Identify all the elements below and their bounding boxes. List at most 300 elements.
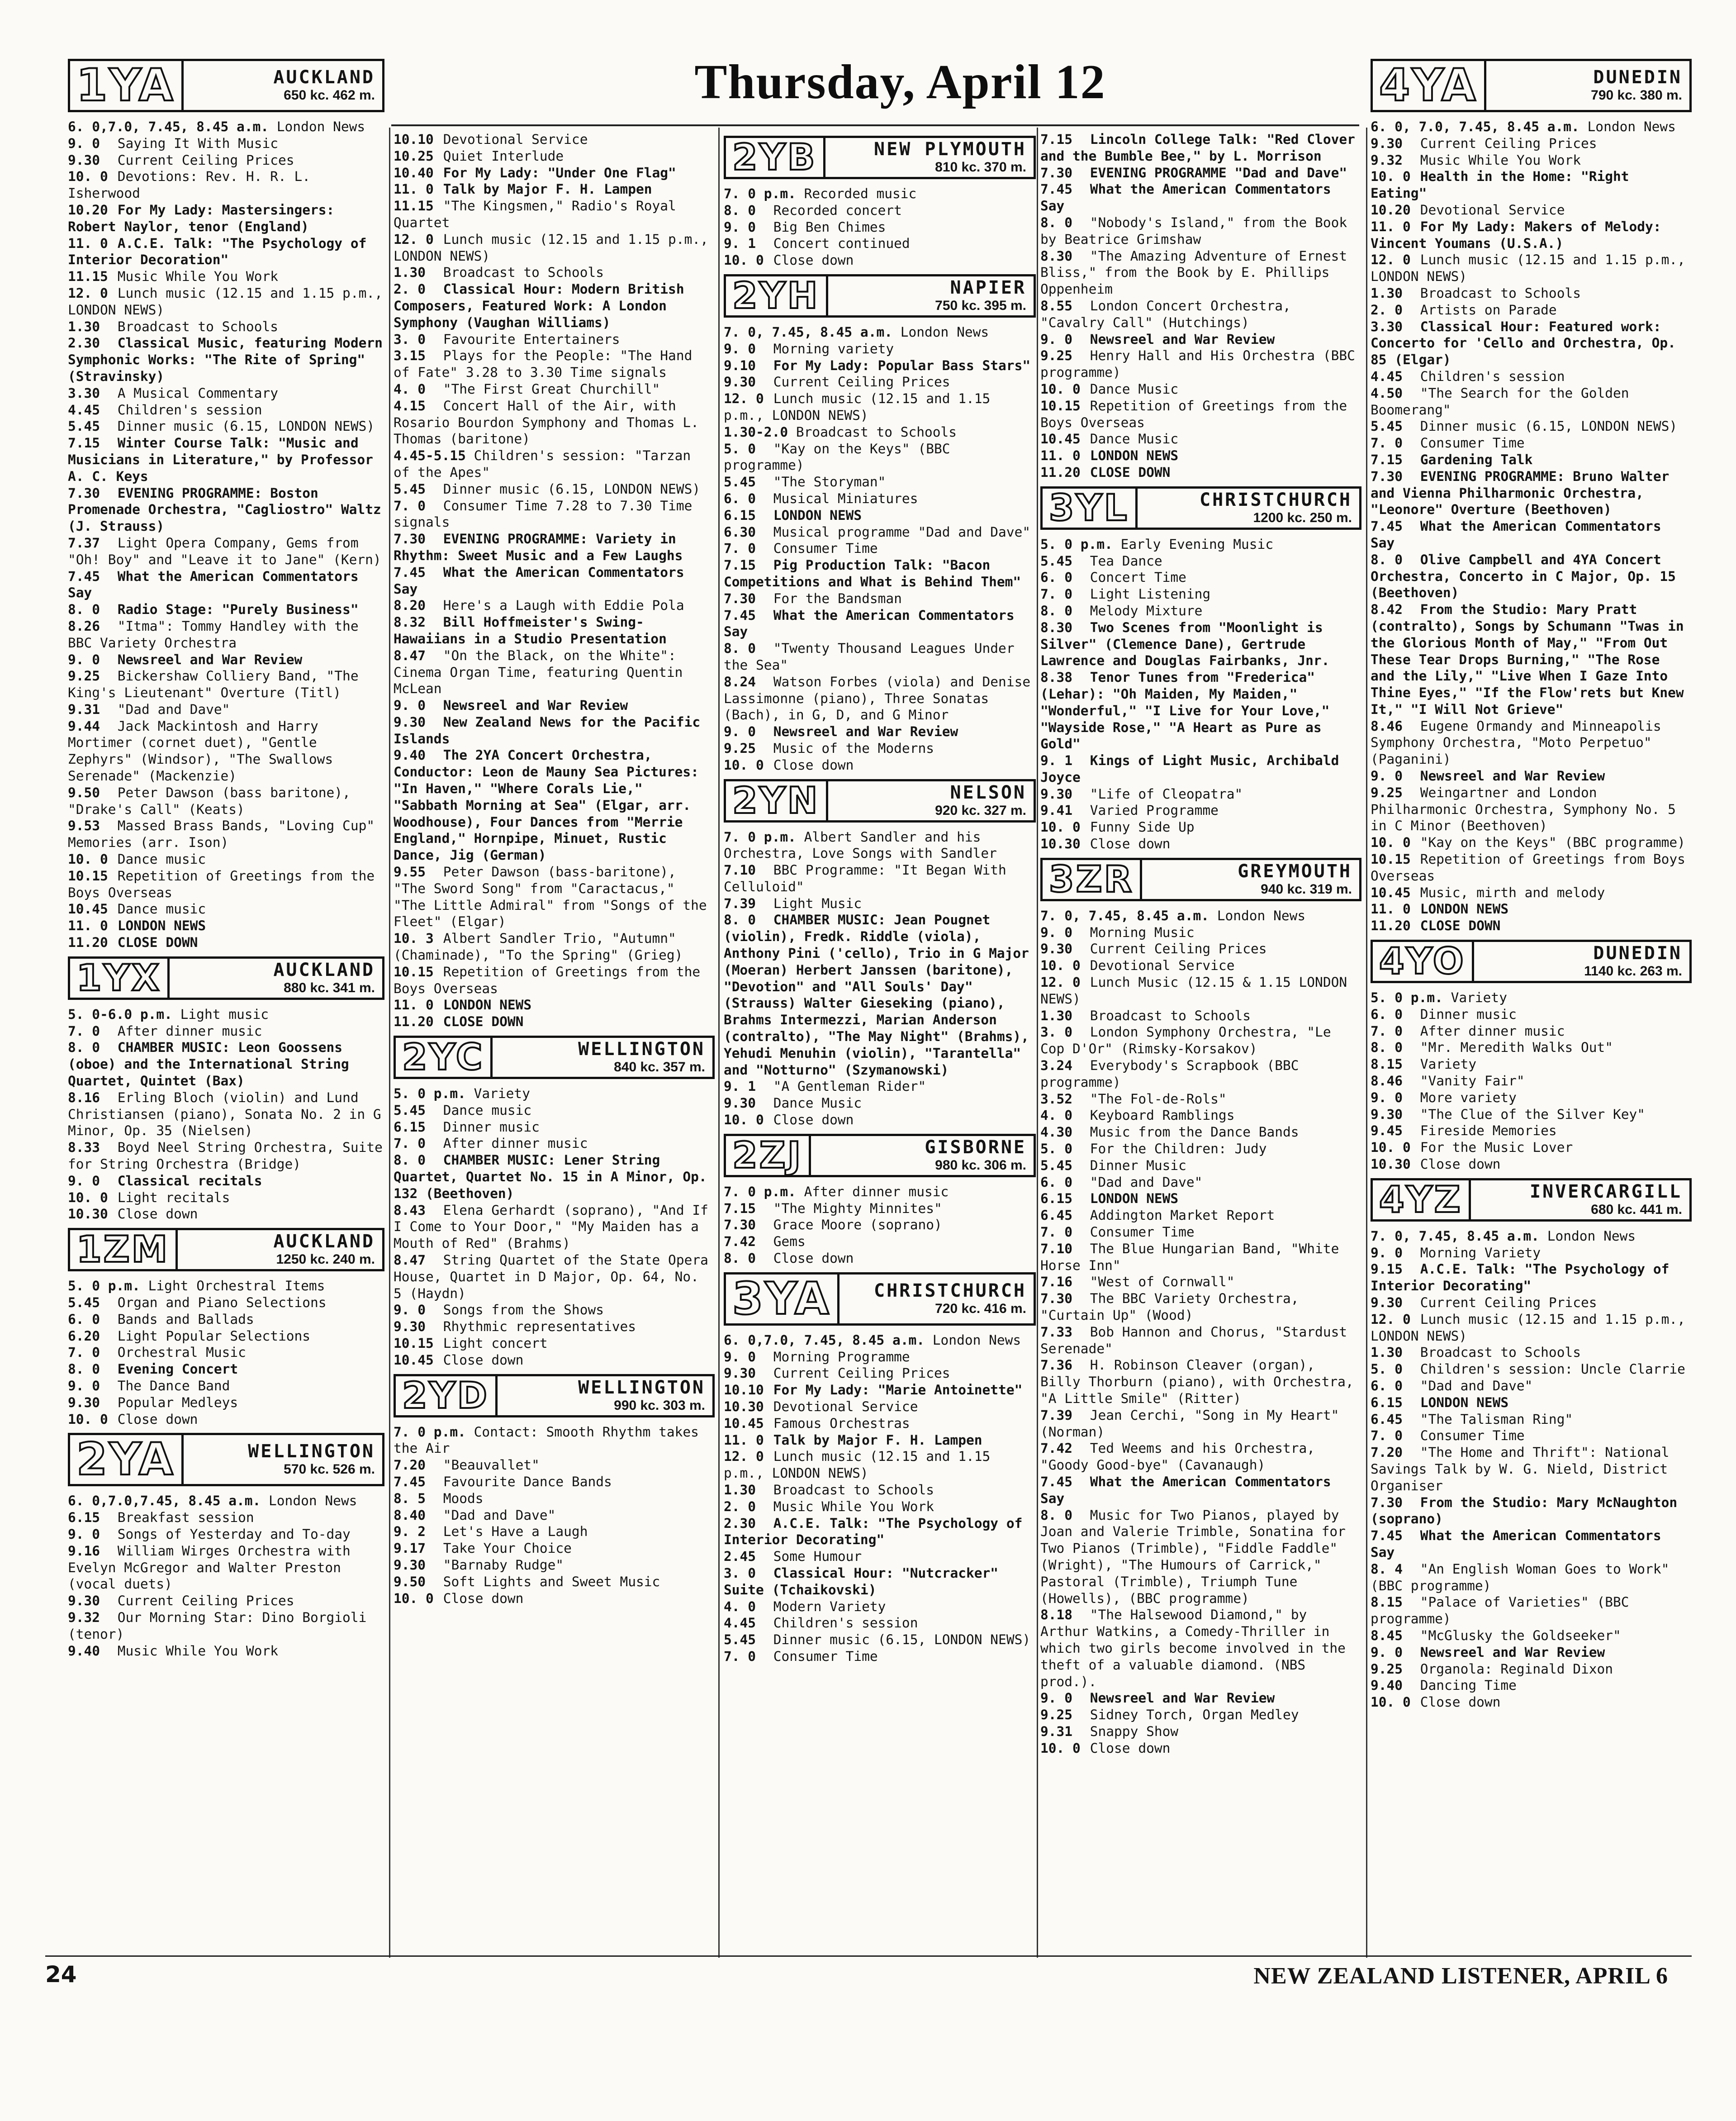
programme-time: 9.30: [724, 1365, 756, 1381]
programme-title: Recorded music: [804, 186, 917, 201]
programme-item: [724, 862, 1036, 895]
programme-time: 10. 0: [68, 1189, 108, 1205]
programme-title: "The Fol-de-Rols": [1090, 1091, 1227, 1107]
station-info: [1486, 61, 1689, 110]
programme-item: [724, 1398, 1036, 1415]
programme-time: 7.20: [394, 1457, 426, 1473]
programme-item: [68, 335, 384, 385]
programme-item: [68, 918, 384, 934]
programme-item: [724, 757, 1036, 774]
programme-item: [1040, 1091, 1361, 1108]
programme-time: 8. 0: [724, 1251, 756, 1266]
programme-title: Take Your Choice: [443, 1541, 572, 1556]
programme-time: 10. 0: [1371, 835, 1411, 851]
programme-item: [394, 1119, 715, 1136]
programme-item: [68, 901, 384, 918]
programme-title: For My Lady: Makers of Melody: Vincent Youmans (U.S.A.): [1371, 219, 1661, 251]
programme-title: For My Lady: Mastersingers: Robert Naylor, tenor (England): [68, 202, 335, 234]
programme-item: [68, 1378, 384, 1394]
programme-item: [394, 531, 715, 564]
programme-title: Current Ceiling Prices: [117, 1593, 294, 1609]
programme-time: 4.15: [394, 398, 426, 414]
programme-item: [1371, 1394, 1692, 1411]
programme-time: 9. 0: [1040, 1690, 1073, 1706]
programme-item: [724, 1332, 1036, 1349]
programme-item: [394, 1457, 715, 1474]
programme-title: For My Lady: Popular Bass Stars": [773, 357, 1031, 373]
programme-time: 10. 0: [1371, 1694, 1411, 1710]
programme-title: Repetition of Greetings from the Boys Overseas: [1040, 398, 1347, 430]
programme-title: Classical recitals: [117, 1173, 262, 1189]
programme-time: 6.15: [68, 1510, 100, 1526]
programme-time: 12. 0: [394, 231, 434, 247]
programme-title: Weingartner and London Philharmonic Orchestra, Symphony No. 5 in C Minor (Beethoven): [1371, 785, 1676, 834]
station-frequency: 750 kc. 395 m.: [935, 298, 1026, 313]
programme-title: Current Ceiling Prices: [773, 1365, 950, 1381]
station-2yh: [724, 274, 1036, 774]
programme-item: [1371, 718, 1692, 768]
programme-item: [68, 1294, 384, 1311]
programme-item: [1040, 836, 1361, 852]
programme-time: 8.43: [394, 1202, 426, 1218]
programme-title: "The Talisman Ring": [1420, 1411, 1573, 1427]
programme-item: [68, 1493, 384, 1509]
programme-item: [1371, 552, 1692, 601]
programme-title: Morning variety: [773, 341, 894, 357]
station-call-sign: 1YX: [70, 959, 170, 998]
programme-item: [724, 1448, 1036, 1482]
programme-title: Our Morning Star: Dino Borgioli (tenor): [68, 1609, 367, 1642]
programme-item: [1040, 603, 1361, 619]
programme-title: Current Ceiling Prices: [117, 152, 294, 168]
programme-title: Watson Forbes (viola) and Denise Lassimonne (piano), Three Sonatas (Bach), in G, D, and G Minor: [724, 674, 1031, 723]
station-city: GISBORNE: [925, 1137, 1026, 1158]
station-frequency: 1140 kc. 263 m.: [1584, 964, 1682, 979]
programme-title: London News: [900, 324, 989, 340]
programme-title: Ted Weems and his Orchestra, "Goody Good-bye" (Cavanaugh): [1040, 1441, 1315, 1473]
station-header: [394, 1374, 715, 1417]
programme-title: Light Popular Selections: [117, 1328, 311, 1344]
programme-title: Albert Sandler Trio, "Autumn" (Chaminade), "To the Spring" (Grieg): [394, 931, 683, 963]
station-call-sign: 3YL: [1043, 489, 1138, 528]
programme-title: Rhythmic representatives: [443, 1319, 636, 1335]
programme-title: Elena Gerhardt (soprano), "And If I Come to Your Door," "My Maiden has a Mouth of Red" (Brahms): [394, 1202, 708, 1251]
programme-item: [724, 1598, 1036, 1615]
station-4yz: [1371, 1178, 1692, 1711]
programme-title: "Itma": Tommy Handley with the BBC Variety Orchestra: [68, 618, 359, 651]
programme-item: [1371, 1311, 1692, 1345]
programme-time: 2.45: [724, 1549, 756, 1565]
programme-item: [1371, 1139, 1692, 1156]
programme-item: [394, 614, 715, 647]
programme-time: 8.16: [68, 1089, 100, 1105]
programme-item: [724, 1415, 1036, 1432]
programme-item: [1371, 1694, 1692, 1711]
programme-time: 9.30: [394, 1319, 426, 1335]
programme-title: Current Ceiling Prices: [1420, 1295, 1597, 1310]
programme-time: 5.45: [394, 481, 426, 497]
station-header: [724, 136, 1036, 179]
programme-time: 7.15: [68, 435, 100, 451]
programme-item: [394, 181, 715, 198]
programme-item: [394, 1352, 715, 1369]
programme-title: Peter Dawson (bass baritone), "Drake's Call" (Keats): [68, 785, 351, 817]
programme-title: "Kay on the Keys" (BBC programme): [724, 441, 950, 473]
programme-item: [1040, 1274, 1361, 1290]
programme-item: [1040, 802, 1361, 819]
programme-time: 9. 0: [724, 341, 756, 357]
station-city: DUNEDIN: [1593, 943, 1682, 964]
programme-time: 6. 0,7.0, 7.45, 8.45 a.m.: [724, 1332, 925, 1348]
programme-time: 7. 0: [394, 498, 426, 514]
station-call-sign: 2YH: [726, 276, 828, 315]
programme-item: [1040, 331, 1361, 348]
programme-item: [68, 1411, 384, 1428]
station-info: [1138, 489, 1359, 528]
programme-title: Songs of Yesterday and To-day: [117, 1526, 351, 1542]
programme-title: What the American Commentators Say: [1040, 1474, 1331, 1506]
programme-time: 7. 0: [1371, 435, 1403, 451]
programme-time: 7. 0 p.m.: [724, 1184, 796, 1199]
programme-time: 10.40: [394, 165, 434, 181]
programme-title: A.C.E. Talk: "The Psychology of Interior Decoration": [68, 235, 367, 268]
programme-time: 8. 5: [394, 1490, 426, 1506]
programme-time: 9. 0: [394, 698, 426, 713]
station-call-sign: 2YC: [396, 1038, 493, 1077]
programme-time: 8.40: [394, 1507, 426, 1523]
programme-list: [1371, 1228, 1692, 1711]
programme-item: [1371, 1527, 1692, 1561]
programme-title: Big Ben Chimes: [773, 219, 886, 235]
programme-title: H. Robinson Cleaver (organ), Billy Thorburn (piano), with Orchestra, "A Little Smile" (Ritter): [1040, 1357, 1354, 1406]
programme-item: [394, 1318, 715, 1335]
programme-item: [1371, 1661, 1692, 1678]
programme-title: "An English Woman Goes to Work" (BBC programme): [1371, 1561, 1670, 1593]
programme-item: [724, 1648, 1036, 1665]
programme-time: 11. 0: [68, 918, 108, 934]
programme-title: Light Orchestral Items: [148, 1278, 325, 1294]
programme-item: [1040, 586, 1361, 603]
programme-title: Dinner music: [443, 1119, 540, 1135]
programme-item: [1040, 669, 1361, 752]
station-city: NAPIER: [950, 277, 1026, 298]
programme-time: 3.30: [1371, 319, 1403, 334]
programme-time: 9. 2: [394, 1524, 426, 1540]
programme-title: Dinner music (6.15, LONDON NEWS): [1420, 418, 1678, 434]
programme-time: 2.30: [68, 335, 100, 351]
programme-time: 1.30: [724, 1482, 756, 1498]
programme-title: "Vanity Fair": [1420, 1073, 1525, 1089]
programme-title: LONDON NEWS: [1090, 1191, 1179, 1207]
programme-item: [1371, 1594, 1692, 1627]
programme-time: 3. 0: [394, 331, 426, 347]
programme-item: [1371, 319, 1692, 368]
programme-time: 9.50: [394, 1574, 426, 1589]
programme-item: [1371, 1245, 1692, 1261]
programme-item: [394, 1490, 715, 1507]
programme-title: Children's session: [773, 1615, 918, 1631]
programme-item: [1371, 1106, 1692, 1123]
programme-item: [394, 1085, 715, 1102]
programme-time: 8. 0: [1371, 552, 1403, 567]
programme-item: [724, 1095, 1036, 1112]
programme-time: 9.40: [394, 747, 426, 763]
programme-item: [1371, 152, 1692, 169]
programme-item: [394, 1252, 715, 1302]
programme-item: [724, 1432, 1036, 1449]
programme-title: "The Halsewood Diamond," by Arthur Watkins, a Comedy-Thriller in which two girls become involved in the theft of a valuable diamond. (NBS prod.).: [1040, 1607, 1346, 1689]
programme-title: Dance Music: [1090, 431, 1179, 447]
programme-time: 10.45: [724, 1415, 764, 1431]
programme-time: 6. 0: [68, 1311, 100, 1327]
programme-title: Light Opera Company, Gems from "Oh! Boy" and "Leave it to Jane" (Kern): [68, 535, 381, 567]
programme-time: 6. 0,7.0,7.45, 8.45 a.m.: [68, 1493, 261, 1509]
programme-item: [68, 1526, 384, 1543]
programme-title: "Twenty Thousand Leagues Under the Sea": [724, 641, 1015, 673]
column-divider: [1366, 128, 1367, 1958]
programme-title: Grace Moore (soprano): [773, 1217, 942, 1233]
programme-time: 9. 1: [724, 236, 756, 252]
programme-time: 8. 0: [68, 1040, 100, 1056]
programme-time: 5.45: [68, 418, 100, 434]
programme-title: Close down: [117, 1411, 198, 1427]
programme-time: 9.30: [1371, 1295, 1403, 1310]
programme-title: Variety: [474, 1086, 530, 1102]
programme-title: Close down: [1420, 1694, 1501, 1710]
programme-item: [68, 652, 384, 668]
programme-item: [724, 557, 1036, 590]
programme-time: 10.30: [724, 1399, 764, 1415]
programme-title: Consumer Time: [1420, 435, 1525, 451]
programme-title: LONDON NEWS: [117, 918, 206, 934]
programme-item: [1040, 819, 1361, 836]
programme-item: [1371, 1627, 1692, 1644]
programme-time: 8.38: [1040, 670, 1073, 685]
programme-item: [68, 1593, 384, 1609]
programme-title: London Concert Orchestra, "Cavalry Call" (Hutchings): [1040, 298, 1291, 330]
programme-item: [1371, 468, 1692, 518]
programme-item: [1371, 901, 1692, 918]
programme-item: [724, 1184, 1036, 1200]
programme-title: Lunch music (12.15 and 1.15 p.m., LONDON NEWS): [68, 285, 383, 318]
programme-time: 7.30: [68, 485, 100, 501]
station-city: AUCKLAND: [273, 67, 375, 88]
programme-title: Children's session: [117, 402, 262, 418]
programme-item: [394, 281, 715, 331]
programme-time: 6.45: [1371, 1411, 1403, 1427]
station-info: [493, 1038, 712, 1077]
programme-time: 5. 0 p.m.: [394, 1086, 466, 1102]
programme-item: [68, 1206, 384, 1222]
programme-item: [68, 235, 384, 269]
programme-time: 9. 0: [394, 1302, 426, 1318]
programme-time: 8.24: [724, 674, 756, 690]
programme-time: 5.45: [724, 474, 756, 490]
programme-title: Music While You Work: [117, 1643, 278, 1659]
programme-title: Light Music: [773, 895, 862, 911]
programme-item: [1371, 918, 1692, 934]
programme-item: [394, 597, 715, 614]
programme-time: 6.15: [1040, 1191, 1073, 1207]
programme-time: 10.10: [724, 1382, 764, 1398]
programme-time: 11. 0: [68, 235, 108, 251]
station-frequency: 680 kc. 441 m.: [1591, 1202, 1682, 1217]
programme-time: 9.10: [724, 357, 756, 373]
station-call-sign: 4YA: [1373, 61, 1486, 110]
programme-title: New Zealand News for the Pacific Islands: [394, 714, 701, 747]
programme-time: 3.30: [68, 385, 100, 401]
column-3: [724, 136, 1036, 1670]
programme-list: [68, 1006, 384, 1222]
programme-item: [1371, 452, 1692, 468]
programme-time: 3. 0: [724, 1565, 756, 1581]
programme-time: 5. 0: [724, 441, 756, 457]
station-header: [1040, 858, 1361, 901]
programme-time: 6. 0: [1040, 570, 1073, 585]
programme-item: [1040, 1174, 1361, 1191]
programme-list: [724, 1332, 1036, 1665]
programme-title: Light Listening: [1090, 586, 1211, 602]
programme-title: Current Ceiling Prices: [1420, 135, 1597, 151]
programme-title: CLOSE DOWN: [117, 935, 198, 951]
station-2zj: [724, 1134, 1036, 1267]
programme-item: [1371, 135, 1692, 152]
programme-title: LONDON NEWS: [1420, 1394, 1509, 1410]
programme-item: [1371, 1122, 1692, 1139]
programme-title: Pig Production Talk: "Bacon Competitions and What is Behind Them": [724, 557, 1021, 590]
programme-time: 8. 0: [1040, 603, 1073, 618]
programme-item: [1371, 1378, 1692, 1394]
station-info: [828, 781, 1034, 820]
programme-item: [394, 1102, 715, 1119]
programme-time: 9.16: [68, 1543, 100, 1559]
programme-time: 9.30: [394, 1557, 426, 1573]
programme-time: 11.15: [394, 198, 434, 214]
programme-title: Winter Course Talk: "Music and Musicians in Literature," by Professor A. C. Keys: [68, 435, 373, 484]
programme-time: 9. 0: [1371, 1245, 1403, 1260]
programme-time: 9. 0: [68, 1378, 100, 1393]
programme-title: Music from the Dance Bands: [1090, 1124, 1299, 1140]
programme-item: [1371, 435, 1692, 452]
programme-item: [394, 481, 715, 498]
programme-item: [68, 168, 384, 202]
programme-item: [1371, 834, 1692, 851]
programme-item: [1371, 785, 1692, 834]
programme-time: 7. 0: [394, 1136, 426, 1151]
programme-title: Two Scenes from "Moonlight is Silver" (Clemence Dane), Gertrude Lawrence and Douglas Fairbanks, Jnr.: [1040, 619, 1330, 669]
programme-item: [724, 490, 1036, 507]
programme-title: "The Home and Thrift": National Savings Talk by W. G. Nield, District Organiser: [1371, 1445, 1670, 1493]
programme-title: Addington Market Report: [1090, 1208, 1275, 1223]
programme-title: Soft Lights and Sweet Music: [443, 1574, 660, 1589]
programme-time: 9.30: [68, 1593, 100, 1609]
programme-time: 11. 0: [394, 997, 434, 1013]
programme-item: [68, 618, 384, 652]
programme-time: 7.30: [1371, 1494, 1403, 1510]
programme-title: Consumer Time: [773, 541, 878, 556]
programme-item: [68, 1609, 384, 1643]
programme-title: Jean Cerchi, "Song in My Heart" (Norman): [1040, 1407, 1339, 1440]
programme-item: [724, 524, 1036, 541]
station-1zm: [68, 1228, 384, 1427]
programme-time: 9. 0: [724, 724, 756, 740]
programme-time: 10. 0: [68, 851, 108, 867]
programme-item: [1040, 1357, 1361, 1407]
programme-time: 8.26: [68, 618, 100, 634]
station-city: WELLINGTON: [578, 1377, 705, 1398]
column-5: [1371, 59, 1692, 1716]
programme-title: Modern Variety: [773, 1598, 886, 1614]
programme-time: 8. 0: [68, 1361, 100, 1377]
programme-time: 9.53: [68, 818, 100, 834]
station-info: [1474, 942, 1689, 981]
station-call-sign: 2YD: [396, 1376, 498, 1415]
programme-item: [1040, 1707, 1361, 1723]
programme-item: [1371, 1427, 1692, 1444]
programme-title: Varied Programme: [1090, 803, 1219, 818]
programme-item: [394, 1152, 715, 1202]
programme-title: Artists on Parade: [1420, 302, 1557, 318]
programme-item: [1371, 1006, 1692, 1023]
programme-title: Lincoln College Talk: "Red Clover and the Bumble Bee," by L. Morrison: [1040, 132, 1355, 164]
programme-item: [68, 1344, 384, 1361]
programme-title: Broadcast to Schools: [1420, 285, 1581, 301]
programme-item: [68, 319, 384, 335]
programme-time: 12. 0: [724, 391, 764, 407]
programme-title: "Dad and Dave": [117, 701, 230, 717]
programme-title: After dinner music: [804, 1184, 949, 1199]
programme-title: Massed Brass Bands, "Loving Cup" Memories (arr. Ison): [68, 818, 375, 851]
programme-time: 7.33: [1040, 1324, 1073, 1340]
programme-title: Musical Miniatures: [773, 490, 918, 506]
programme-title: Melody Mixture: [1090, 603, 1203, 618]
programme-time: 1.30: [1040, 1008, 1073, 1023]
programme-title: Concert Hall of the Air, with Rosario Bourdon Symphony and Thomas L. Thomas (baritone): [394, 398, 699, 447]
programme-time: 12. 0: [1040, 975, 1081, 990]
programme-item: [1040, 1407, 1361, 1441]
programme-item: [1040, 1290, 1361, 1324]
programme-title: "The First Great Churchill": [443, 381, 660, 397]
programme-title: Lunch music (12.15 and 1.15 p.m., LONDON NEWS): [394, 231, 708, 264]
programme-item: [1040, 1723, 1361, 1740]
station-frequency: 790 kc. 380 m.: [1591, 88, 1682, 103]
programme-time: 7.45: [1371, 518, 1403, 534]
programme-title: "On the Black, on the White": Cinema Organ Time, featuring Quentin McLean: [394, 647, 683, 697]
programme-item: [724, 540, 1036, 557]
programme-item: [724, 474, 1036, 490]
station-continued: [1040, 131, 1361, 481]
programme-time: 6.30: [724, 524, 756, 540]
programme-title: Consumer Time: [773, 1648, 878, 1664]
programme-item: [1040, 974, 1361, 1008]
programme-item: [68, 785, 384, 818]
programme-title: "Life of Cleopatra": [1090, 786, 1243, 802]
programme-title: Contact: Smooth Rhythm takes the Air: [394, 1424, 699, 1456]
programme-item: [1040, 941, 1361, 957]
programme-time: 9.25: [724, 740, 756, 756]
programme-title: Close down: [773, 252, 854, 268]
programme-item: [1040, 569, 1361, 586]
programme-time: 7.45: [1040, 181, 1073, 197]
station-info: [170, 959, 382, 998]
programme-time: 8.47: [394, 647, 426, 663]
programme-time: 2. 0: [1371, 302, 1403, 318]
programme-time: 7. 0: [1040, 586, 1073, 602]
programme-title: CLOSE DOWN: [1090, 464, 1171, 480]
programme-title: Fireside Memories: [1420, 1123, 1557, 1139]
programme-time: 4.45: [724, 1615, 756, 1631]
programme-title: Devotional Service: [443, 132, 588, 147]
